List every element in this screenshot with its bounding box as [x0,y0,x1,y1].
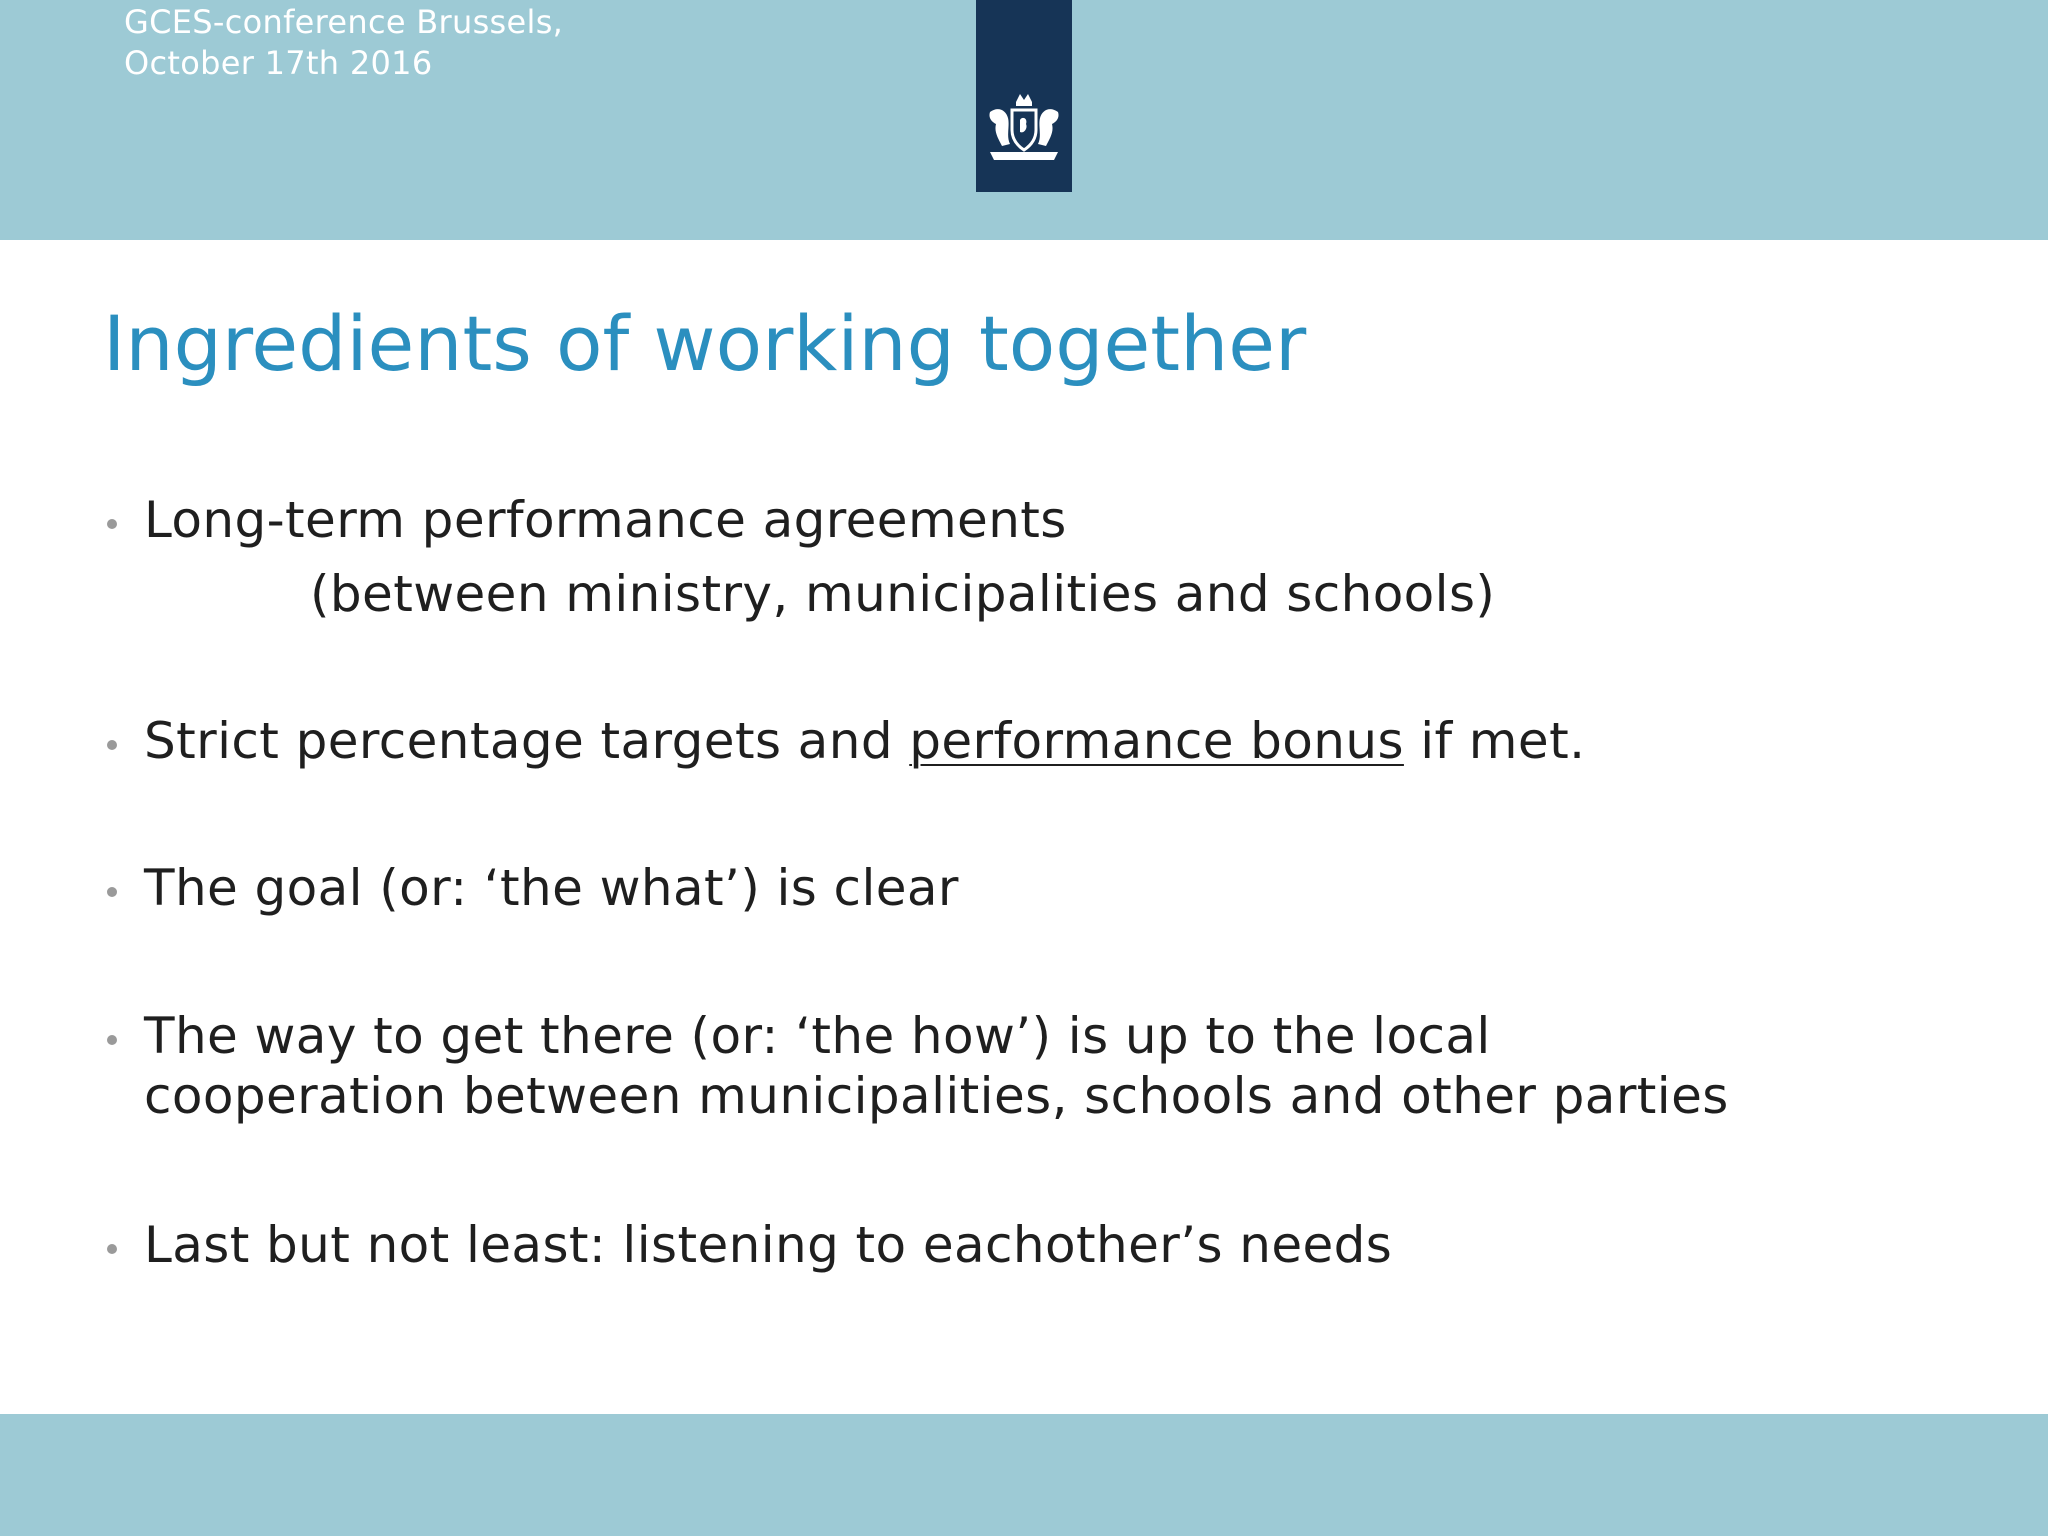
government-logo-ribbon [976,0,1072,192]
coat-of-arms-icon [984,92,1064,164]
bullet-text-line-1: The way to get there (or: ‘the how’) is up to the local [144,1007,1491,1065]
performance-bonus-text: performance bonus [909,712,1404,770]
footer-band [0,1414,2048,1536]
event-title: GCES-conference Brussels, [124,3,564,41]
bullet-text: Long-term performance agreements [144,491,1067,549]
bullet-dot [107,740,117,750]
bullet-dot [107,887,117,897]
bullet-dot [107,1035,117,1045]
bullet-text-end: if met. [1403,712,1586,770]
bullet-text [144,711,1585,771]
header-band [0,0,2048,240]
bullet-dot [107,1244,117,1254]
bullet-text-line-2: cooperation between municipalities, schools and other parties [144,1067,1729,1125]
slide-title: Ingredients of working together [103,299,1307,388]
bullet-dot [107,519,117,529]
bullet-subtext: (between ministry, municipalities and schools) [310,565,1496,623]
bullet-text: The goal (or: ‘the what’) is clear [144,859,959,917]
bullet-text: Last but not least: listening to eachother’s needs [144,1216,1393,1274]
bullet-text-start: Strict percentage targets and [144,712,910,770]
event-date: October 17th 2016 [124,44,433,82]
